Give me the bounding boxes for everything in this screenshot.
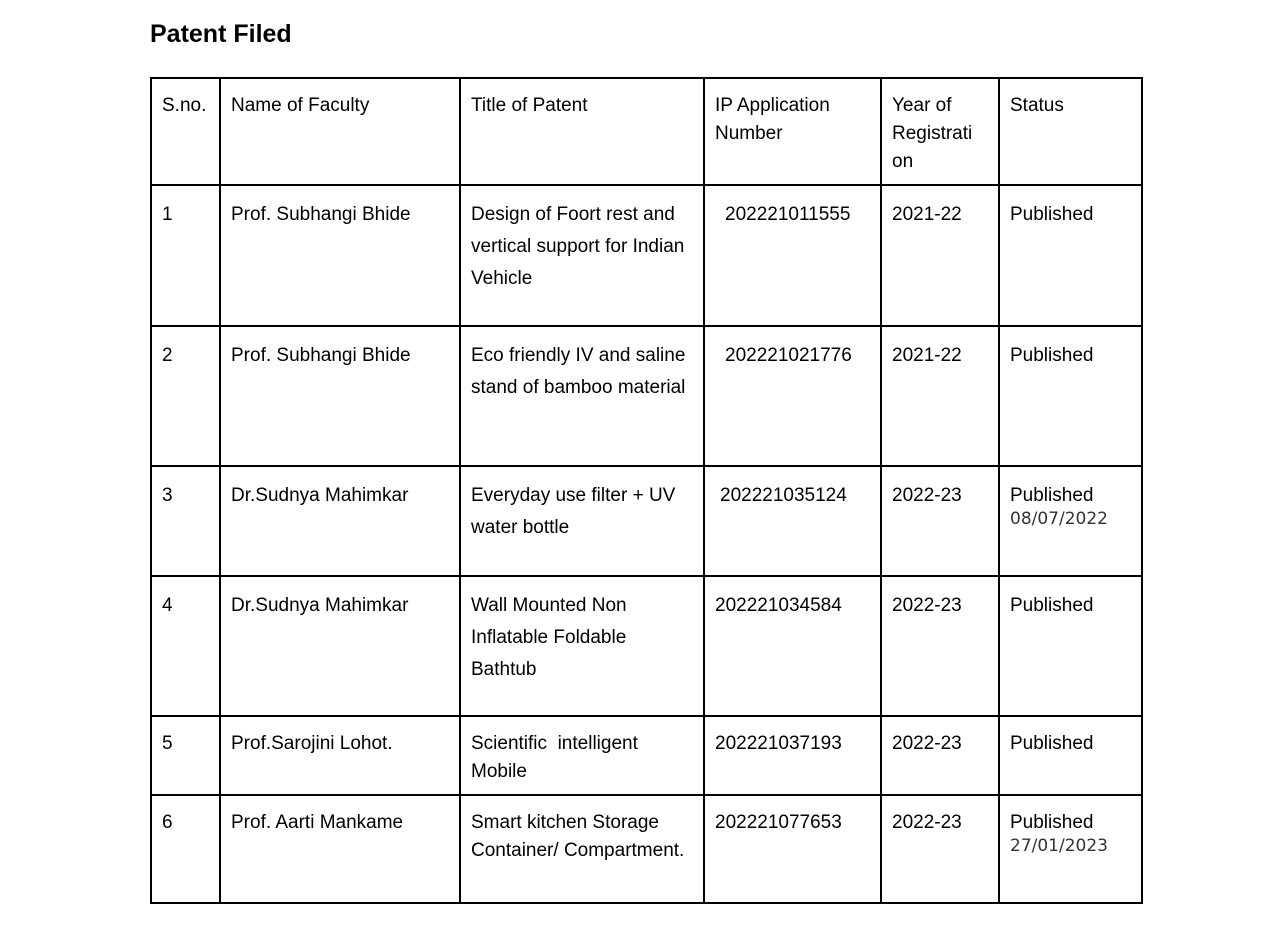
cell-year: 2021-22 (881, 185, 999, 326)
status-text: Published (1010, 485, 1094, 506)
table-row (151, 576, 1142, 716)
status-date: 08/07/2022 (1010, 509, 1108, 529)
cell-faculty: Prof. Subhangi Bhide (220, 185, 460, 326)
cell-title: Design of Foort rest and vertical support for Indian Vehicle (460, 185, 704, 326)
status-text: Published (1010, 595, 1094, 616)
table-row (151, 185, 1142, 326)
cell-ip-number: 202221021776 (704, 326, 881, 466)
patents-table (150, 77, 1143, 904)
cell-faculty: Prof. Aarti Mankame (220, 795, 460, 903)
cell-title: Smart kitchen Storage Container/ Compartment. (460, 795, 704, 903)
cell-ip-number: 202221011555 (704, 185, 881, 326)
cell-title: Eco friendly IV and saline stand of bamboo material (460, 326, 704, 466)
cell-sno: 2 (151, 326, 220, 466)
cell-sno: 5 (151, 716, 220, 795)
cell-status (999, 185, 1142, 326)
table-row (151, 466, 1142, 576)
cell-faculty: Prof.Sarojini Lohot. (220, 716, 460, 795)
status-text: Published (1010, 812, 1094, 833)
cell-title: Scientific intelligent Mobile (460, 716, 704, 795)
cell-year: 2022-23 (881, 795, 999, 903)
cell-year: 2022-23 (881, 576, 999, 716)
column-header-faculty: Name of Faculty (220, 78, 460, 185)
column-header-year: Year of Registrati on (881, 78, 999, 185)
status-text: Published (1010, 733, 1094, 754)
cell-title: Everyday use filter + UV water bottle (460, 466, 704, 576)
cell-sno: 3 (151, 466, 220, 576)
status-date: 27/01/2023 (1010, 836, 1108, 856)
cell-ip-number: 202221034584 (704, 576, 881, 716)
cell-sno: 1 (151, 185, 220, 326)
cell-year: 2022-23 (881, 716, 999, 795)
table-header-row (151, 78, 1142, 185)
page-title: Patent Filed (150, 20, 292, 48)
cell-status (999, 795, 1142, 903)
column-header-status: Status (999, 78, 1142, 185)
cell-sno: 6 (151, 795, 220, 903)
table-row (151, 795, 1142, 903)
table-row (151, 716, 1142, 795)
cell-year: 2021-22 (881, 326, 999, 466)
column-header-sno: S.no. (151, 78, 220, 185)
cell-sno: 4 (151, 576, 220, 716)
status-text: Published (1010, 204, 1094, 225)
cell-status (999, 716, 1142, 795)
cell-status (999, 576, 1142, 716)
cell-faculty: Dr.Sudnya Mahimkar (220, 576, 460, 716)
cell-status (999, 326, 1142, 466)
column-header-title: Title of Patent (460, 78, 704, 185)
cell-year: 2022-23 (881, 466, 999, 576)
cell-faculty: Dr.Sudnya Mahimkar (220, 466, 460, 576)
cell-title: Wall Mounted Non Inflatable Foldable Bathtub (460, 576, 704, 716)
cell-status (999, 466, 1142, 576)
cell-ip-number: 202221037193 (704, 716, 881, 795)
cell-ip-number: 202221035124 (704, 466, 881, 576)
cell-ip-number: 202221077653 (704, 795, 881, 903)
status-text: Published (1010, 345, 1094, 366)
column-header-ip-number: IP Application Number (704, 78, 881, 185)
cell-faculty: Prof. Subhangi Bhide (220, 326, 460, 466)
table-row (151, 326, 1142, 466)
